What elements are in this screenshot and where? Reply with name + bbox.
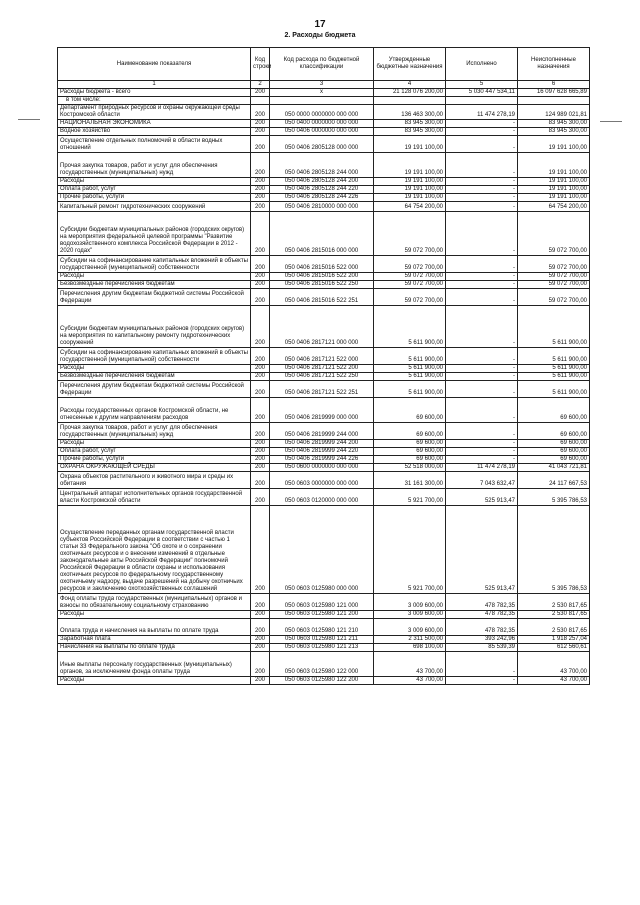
table-row	[58, 489, 590, 506]
row-classification-code: 050 0406 2819999 244 226	[270, 456, 374, 464]
row-name: Заработная плата	[58, 636, 251, 644]
row-unexecuted: 83 945 300,00	[518, 128, 590, 136]
row-executed: -	[446, 186, 518, 194]
row-line-code: 200	[251, 373, 270, 381]
row-approved: 19 191 100,00	[374, 136, 446, 153]
row-line-code: 200	[251, 464, 270, 472]
row-unexecuted: 5 611 900,00	[518, 348, 590, 365]
row-line-code: 200	[251, 644, 270, 652]
row-approved: 31 161 300,00	[374, 472, 446, 489]
row-line-code: 200	[251, 652, 270, 677]
row-name: в том числе:	[58, 97, 251, 105]
row-classification-code	[270, 97, 374, 105]
row-line-code: 200	[251, 594, 270, 611]
row-unexecuted: 19 191 100,00	[518, 194, 590, 202]
row-line-code: 200	[251, 348, 270, 365]
row-unexecuted: 5 611 900,00	[518, 306, 590, 348]
table-row	[58, 120, 590, 128]
row-classification-code: 050 0603 0125980 121 200	[270, 611, 374, 619]
row-approved: 3 009 600,00	[374, 594, 446, 611]
row-line-code: 200	[251, 178, 270, 186]
row-classification-code: 050 0603 0125980 121 000	[270, 594, 374, 611]
row-approved: 52 518 000,00	[374, 464, 446, 472]
row-classification-code: 050 0406 2815016 522 000	[270, 256, 374, 273]
column-number: 2	[251, 81, 270, 89]
row-unexecuted: 5 395 786,53	[518, 489, 590, 506]
row-classification-code: 050 0406 2805128 244 000	[270, 153, 374, 178]
row-unexecuted: 69 600,00	[518, 398, 590, 423]
row-name: Осуществление отдельных полномочий в области водных отношений	[58, 136, 251, 153]
budget-expenses-table	[57, 47, 590, 685]
row-unexecuted	[518, 97, 590, 105]
table-row	[58, 506, 590, 594]
row-name: Расходы	[58, 178, 251, 186]
row-line-code: 200	[251, 440, 270, 448]
row-approved: 19 191 100,00	[374, 153, 446, 178]
row-executed: -	[446, 448, 518, 456]
row-name: Перечисления другим бюджетам бюджетной системы Российской Федерации	[58, 289, 251, 306]
row-name: Оплата труда и начисления на выплаты по оплате труда	[58, 619, 251, 636]
row-classification-code: 050 0406 2819999 244 000	[270, 423, 374, 440]
table-body	[58, 89, 590, 685]
page-number: 17	[314, 19, 326, 30]
row-executed: -	[446, 677, 518, 685]
row-approved: 5 921 700,00	[374, 506, 446, 594]
row-name: Фонд оплаты труда государственных (муниципальных) органов и взносы по обязательному социальному страхованию	[58, 594, 251, 611]
row-executed: 478 782,35	[446, 594, 518, 611]
row-name: Иные выплаты персоналу государственных (муниципальных) органов, за исключением фонда оплаты труда	[58, 652, 251, 677]
table-row	[58, 194, 590, 202]
row-name: Расходы	[58, 611, 251, 619]
row-name: Расходы бюджета - всего	[58, 89, 251, 97]
row-executed: 525 913,47	[446, 506, 518, 594]
row-classification-code: 050 0406 2815016 522 250	[270, 281, 374, 289]
row-line-code: 200	[251, 202, 270, 212]
section-title: 2. Расходы бюджета	[284, 32, 356, 39]
row-unexecuted: 5 395 786,53	[518, 506, 590, 594]
row-name: ОХРАНА ОКРУЖАЮЩЕЙ СРЕДЫ	[58, 464, 251, 472]
row-unexecuted: 24 117 667,53	[518, 472, 590, 489]
row-executed: -	[446, 202, 518, 212]
row-classification-code: 050 0406 0000000 000 000	[270, 128, 374, 136]
table-row	[58, 89, 590, 97]
row-classification-code: 050 0603 0120000 000 000	[270, 489, 374, 506]
row-line-code: 200	[251, 506, 270, 594]
margin-mark	[18, 119, 40, 120]
table-row	[58, 289, 590, 306]
row-name: Расходы	[58, 365, 251, 373]
header-indicator-name: Наименование показателя	[58, 48, 251, 81]
row-unexecuted: 59 072 700,00	[518, 281, 590, 289]
row-name: НАЦИОНАЛЬНАЯ ЭКОНОМИКА	[58, 120, 251, 128]
column-number: 3	[270, 81, 374, 89]
row-approved: 2 311 500,00	[374, 636, 446, 644]
header-classification-code: Код расхода по бюджетной классификации	[270, 48, 374, 81]
row-unexecuted: 83 945 300,00	[518, 120, 590, 128]
row-executed: -	[446, 153, 518, 178]
row-unexecuted: 612 560,61	[518, 644, 590, 652]
table-row	[58, 105, 590, 120]
row-executed: -	[446, 456, 518, 464]
row-classification-code: 050 0406 2815016 000 000	[270, 212, 374, 256]
row-line-code: 200	[251, 194, 270, 202]
row-line-code: 200	[251, 186, 270, 194]
table-row	[58, 306, 590, 348]
table-row	[58, 644, 590, 652]
row-unexecuted: 69 600,00	[518, 423, 590, 440]
row-name: Субсидии на софинансирование капитальных вложений в объекты государственной (муниципальной) собственности	[58, 256, 251, 273]
row-classification-code: 050 0406 2810000 000 000	[270, 202, 374, 212]
row-line-code: 200	[251, 120, 270, 128]
row-executed: 478 782,35	[446, 619, 518, 636]
row-unexecuted: 59 072 700,00	[518, 256, 590, 273]
row-classification-code: 050 0406 2819999 244 200	[270, 440, 374, 448]
table-row	[58, 594, 590, 611]
table-row	[58, 212, 590, 256]
row-name: Прочие работы, услуги	[58, 194, 251, 202]
row-line-code: 200	[251, 489, 270, 506]
row-approved: 19 191 100,00	[374, 178, 446, 186]
row-line-code: 200	[251, 448, 270, 456]
row-executed: -	[446, 348, 518, 365]
row-classification-code: 050 0603 0125980 121 211	[270, 636, 374, 644]
row-classification-code: 050 0603 0125980 122 000	[270, 652, 374, 677]
row-unexecuted: 19 191 100,00	[518, 136, 590, 153]
row-approved: 59 072 700,00	[374, 289, 446, 306]
row-name: Оплата работ, услуг	[58, 186, 251, 194]
table-row	[58, 619, 590, 636]
row-classification-code: 050 0406 2815016 522 200	[270, 273, 374, 281]
row-unexecuted: 64 754 200,00	[518, 202, 590, 212]
row-approved: 69 600,00	[374, 440, 446, 448]
table-row	[58, 186, 590, 194]
row-unexecuted: 5 611 900,00	[518, 373, 590, 381]
row-classification-code: 050 0603 0000000 000 000	[270, 472, 374, 489]
row-approved: 83 945 300,00	[374, 120, 446, 128]
table-row	[58, 365, 590, 373]
row-line-code: 200	[251, 619, 270, 636]
row-classification-code: x	[270, 89, 374, 97]
row-name: Субсидии бюджетам муниципальных районов (городских округов) на мероприятия федеральной целевой программы "Развитие водохозяйственного комплекса Российской Федерации в 2012 - 2020 годах"	[58, 212, 251, 256]
row-name: Расходы	[58, 677, 251, 685]
row-unexecuted: 41 043 721,81	[518, 464, 590, 472]
row-approved: 5 611 900,00	[374, 381, 446, 398]
row-classification-code: 050 0406 2817121 522 251	[270, 381, 374, 398]
column-number: 4	[374, 81, 446, 89]
row-classification-code: 050 0600 0000000 000 000	[270, 464, 374, 472]
header-line-code: Код строки	[251, 48, 270, 81]
row-line-code: 200	[251, 273, 270, 281]
row-name: Охрана объектов растительного и животного мира и среды их обитания	[58, 472, 251, 489]
row-name: Осуществление переданных органам государственной власти субъектов Российской Федерации в соответствии с частью 1 статьи 33 Федерального закона "Об охоте и о сохранении охотничьих ресурсов и о внесении изменений в отдельные законодательные акты Российской Федерации" полномочий Российской Федерации в области охраны и использования охотничьих ресурсов по федеральному государственному охотничьему надзору, выдаче разрешений на добычу охотничьих ресурсов и заключению охотхозяйственных соглашений	[58, 506, 251, 594]
row-approved: 59 072 700,00	[374, 281, 446, 289]
row-executed: -	[446, 256, 518, 273]
row-approved: 136 463 300,00	[374, 105, 446, 120]
row-line-code: 200	[251, 256, 270, 273]
row-line-code: 200	[251, 381, 270, 398]
table-row	[58, 381, 590, 398]
row-approved: 59 072 700,00	[374, 212, 446, 256]
table-row	[58, 677, 590, 685]
row-line-code: 200	[251, 398, 270, 423]
table-row	[58, 464, 590, 472]
row-executed: 525 913,47	[446, 489, 518, 506]
row-executed: -	[446, 306, 518, 348]
row-name: Прочая закупка товаров, работ и услуг для обеспечения государственных (муниципальных) нужд	[58, 423, 251, 440]
row-executed: -	[446, 120, 518, 128]
row-unexecuted: 19 191 100,00	[518, 153, 590, 178]
row-classification-code: 050 0406 2819999 000 000	[270, 398, 374, 423]
row-executed: -	[446, 178, 518, 186]
row-executed: -	[446, 194, 518, 202]
table-row	[58, 472, 590, 489]
table-row	[58, 611, 590, 619]
row-executed: -	[446, 381, 518, 398]
row-unexecuted: 43 700,00	[518, 652, 590, 677]
row-approved: 59 072 700,00	[374, 273, 446, 281]
row-name: Безвозмездные перечисления бюджетам	[58, 281, 251, 289]
row-line-code: 200	[251, 89, 270, 97]
row-executed: 11 474 278,19	[446, 464, 518, 472]
row-approved: 21 128 076 200,00	[374, 89, 446, 97]
table-row	[58, 440, 590, 448]
row-classification-code: 050 0406 2805128 244 220	[270, 186, 374, 194]
row-line-code: 200	[251, 365, 270, 373]
row-unexecuted: 69 600,00	[518, 448, 590, 456]
row-unexecuted: 19 191 100,00	[518, 178, 590, 186]
row-unexecuted: 43 700,00	[518, 677, 590, 685]
row-unexecuted: 69 600,00	[518, 440, 590, 448]
row-classification-code: 050 0400 0000000 000 000	[270, 120, 374, 128]
row-unexecuted: 5 611 900,00	[518, 365, 590, 373]
row-classification-code: 050 0406 2817121 522 000	[270, 348, 374, 365]
table-header-row	[58, 48, 590, 81]
row-approved: 83 945 300,00	[374, 128, 446, 136]
row-name: Начисления на выплаты по оплате труда	[58, 644, 251, 652]
row-executed: 393 242,96	[446, 636, 518, 644]
table-row	[58, 273, 590, 281]
table-row	[58, 636, 590, 644]
table-row	[58, 136, 590, 153]
table-row	[58, 97, 590, 105]
row-executed: 11 474 278,19	[446, 105, 518, 120]
row-executed: -	[446, 440, 518, 448]
row-approved: 5 611 900,00	[374, 365, 446, 373]
row-executed: -	[446, 136, 518, 153]
row-unexecuted: 5 611 900,00	[518, 381, 590, 398]
table-row	[58, 652, 590, 677]
header-approved: Утвержденные бюджетные назначения	[374, 48, 446, 81]
table-row	[58, 153, 590, 178]
row-line-code: 200	[251, 105, 270, 120]
row-classification-code: 050 0603 0125980 122 200	[270, 677, 374, 685]
row-classification-code: 050 0406 2817121 000 000	[270, 306, 374, 348]
header-unexecuted: Неисполненные назначения	[518, 48, 590, 81]
row-line-code: 200	[251, 212, 270, 256]
row-approved: 43 700,00	[374, 677, 446, 685]
row-name: Капитальный ремонт гидротехнических сооружений	[58, 202, 251, 212]
row-unexecuted: 2 530 817,65	[518, 611, 590, 619]
table-row	[58, 456, 590, 464]
row-line-code: 200	[251, 636, 270, 644]
row-approved: 3 009 600,00	[374, 619, 446, 636]
row-unexecuted: 69 600,00	[518, 456, 590, 464]
column-number: 5	[446, 81, 518, 89]
row-approved: 69 600,00	[374, 398, 446, 423]
table-row	[58, 281, 590, 289]
row-name: Расходы государственных органов Костромской области, не отнесенные к другим направлениям расходов	[58, 398, 251, 423]
table-row	[58, 256, 590, 273]
table-row	[58, 178, 590, 186]
row-approved: 3 009 600,00	[374, 611, 446, 619]
table-row	[58, 348, 590, 365]
row-unexecuted: 59 072 700,00	[518, 212, 590, 256]
row-classification-code: 050 0603 0125980 121 210	[270, 619, 374, 636]
row-name: Прочая закупка товаров, работ и услуг для обеспечения государственных (муниципальных) нужд	[58, 153, 251, 178]
row-unexecuted: 1 918 257,04	[518, 636, 590, 644]
table-row	[58, 202, 590, 212]
row-classification-code: 050 0603 0125980 121 213	[270, 644, 374, 652]
margin-mark	[600, 121, 622, 122]
row-executed: -	[446, 289, 518, 306]
row-name: Департамент природных ресурсов и охраны окружающей среды Костромской области	[58, 105, 251, 120]
row-line-code: 200	[251, 677, 270, 685]
row-approved: 64 754 200,00	[374, 202, 446, 212]
table-row	[58, 423, 590, 440]
row-classification-code: 050 0406 2815016 522 251	[270, 289, 374, 306]
row-approved: 19 191 100,00	[374, 186, 446, 194]
row-executed: 85 539,39	[446, 644, 518, 652]
row-approved	[374, 97, 446, 105]
table-row	[58, 448, 590, 456]
row-classification-code: 050 0406 2805128 000 000	[270, 136, 374, 153]
row-classification-code: 050 0406 2819999 244 220	[270, 448, 374, 456]
row-approved: 69 600,00	[374, 423, 446, 440]
row-executed: -	[446, 281, 518, 289]
row-name: Прочие работы, услуги	[58, 456, 251, 464]
row-executed: -	[446, 128, 518, 136]
row-line-code: 200	[251, 153, 270, 178]
row-name: Оплата работ, услуг	[58, 448, 251, 456]
row-approved: 5 611 900,00	[374, 373, 446, 381]
row-approved: 19 191 100,00	[374, 194, 446, 202]
row-line-code: 200	[251, 456, 270, 464]
row-name: Безвозмездные перечисления бюджетам	[58, 373, 251, 381]
row-approved: 43 700,00	[374, 652, 446, 677]
row-approved: 59 072 700,00	[374, 256, 446, 273]
row-approved: 69 600,00	[374, 456, 446, 464]
row-unexecuted: 2 530 817,65	[518, 619, 590, 636]
row-approved: 69 600,00	[374, 448, 446, 456]
row-line-code: 200	[251, 423, 270, 440]
row-name: Центральный аппарат исполнительных органов государственной власти Костромской области	[58, 489, 251, 506]
row-executed: -	[446, 398, 518, 423]
header-executed: Исполнено	[446, 48, 518, 81]
row-executed: -	[446, 373, 518, 381]
row-executed: 478 782,35	[446, 611, 518, 619]
row-executed	[446, 97, 518, 105]
row-unexecuted: 59 072 700,00	[518, 273, 590, 281]
row-line-code: 200	[251, 611, 270, 619]
column-number-row	[58, 81, 590, 89]
row-line-code: 200	[251, 306, 270, 348]
column-number: 1	[58, 81, 251, 89]
row-unexecuted: 16 097 628 665,89	[518, 89, 590, 97]
row-executed: -	[446, 652, 518, 677]
row-name: Перечисления другим бюджетам бюджетной системы Российской Федерации	[58, 381, 251, 398]
row-line-code: 200	[251, 472, 270, 489]
row-executed: 5 030 447 534,11	[446, 89, 518, 97]
row-line-code: 200	[251, 289, 270, 306]
row-approved: 5 611 900,00	[374, 348, 446, 365]
row-unexecuted: 19 191 100,00	[518, 186, 590, 194]
row-classification-code: 050 0603 0125980 000 000	[270, 506, 374, 594]
row-executed: 7 043 632,47	[446, 472, 518, 489]
row-classification-code: 050 0000 0000000 000 000	[270, 105, 374, 120]
row-classification-code: 050 0406 2817121 522 250	[270, 373, 374, 381]
table-row	[58, 398, 590, 423]
row-name: Субсидии на софинансирование капитальных вложений в объекты государственной (муниципальной) собственности	[58, 348, 251, 365]
column-number: 6	[518, 81, 590, 89]
row-unexecuted: 2 530 817,65	[518, 594, 590, 611]
row-unexecuted: 124 989 021,81	[518, 105, 590, 120]
row-name: Расходы	[58, 440, 251, 448]
row-line-code: 200	[251, 136, 270, 153]
row-classification-code: 050 0406 2805128 244 226	[270, 194, 374, 202]
row-line-code: 200	[251, 128, 270, 136]
row-line-code: 200	[251, 281, 270, 289]
row-name: Водное хозяйство	[58, 128, 251, 136]
row-classification-code: 050 0406 2817121 522 200	[270, 365, 374, 373]
row-name: Субсидии бюджетам муниципальных районов (городских округов) на мероприятия по капитальному ремонту гидротехнических сооружений	[58, 306, 251, 348]
row-unexecuted: 59 072 700,00	[518, 289, 590, 306]
row-approved: 698 100,00	[374, 644, 446, 652]
row-name: Расходы	[58, 273, 251, 281]
row-executed: -	[446, 212, 518, 256]
row-executed: -	[446, 423, 518, 440]
row-classification-code: 050 0406 2805128 244 200	[270, 178, 374, 186]
row-executed: -	[446, 273, 518, 281]
row-executed: -	[446, 365, 518, 373]
table-row	[58, 128, 590, 136]
row-approved: 5 611 900,00	[374, 306, 446, 348]
row-line-code	[251, 97, 270, 105]
table-row	[58, 373, 590, 381]
row-approved: 5 921 700,00	[374, 489, 446, 506]
